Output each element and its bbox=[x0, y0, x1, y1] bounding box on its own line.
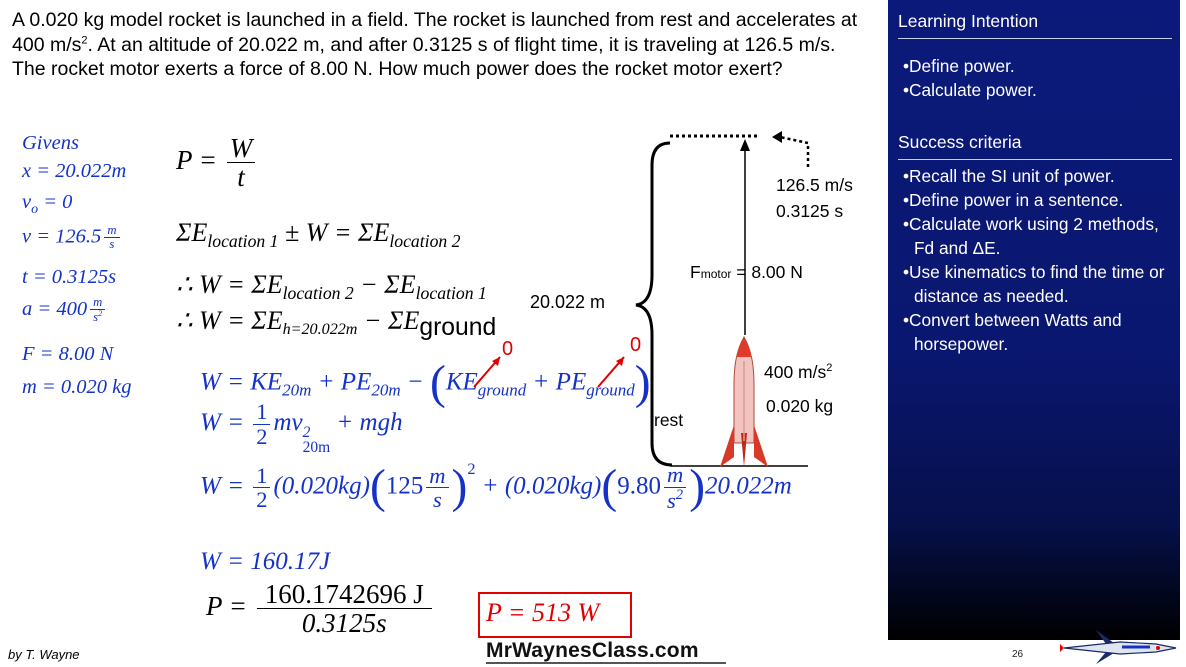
intention-item: •Calculate power. bbox=[903, 80, 1037, 100]
motor-force-arrowhead bbox=[740, 139, 750, 151]
final-velocity-label: 126.5 m/s bbox=[776, 175, 853, 195]
mass-label: 0.020 kg bbox=[766, 396, 834, 416]
given-a-unit-num: m bbox=[90, 296, 105, 310]
e3-sub-2: ground bbox=[419, 314, 497, 342]
problem-superscript: 2 bbox=[81, 34, 88, 46]
w1-pe-sub: 20m bbox=[371, 380, 401, 400]
given-v0-value: = 0 bbox=[38, 191, 73, 213]
w2-lhs: W = bbox=[200, 408, 251, 436]
acceleration-label bbox=[764, 362, 832, 383]
w2-half bbox=[253, 400, 270, 448]
w2-half-den: 2 bbox=[256, 423, 268, 449]
given-a-unit-den-base: s bbox=[93, 310, 99, 325]
given-v-value: v = 126.5 bbox=[22, 225, 102, 248]
w3-gravity-unit-num: m bbox=[664, 463, 686, 488]
w3-paren-open-2: ( bbox=[601, 461, 618, 514]
w3-velocity-unit bbox=[426, 464, 448, 512]
given-a bbox=[22, 296, 108, 325]
w3-paren-open-1: ( bbox=[369, 461, 386, 514]
page-number: 26 bbox=[1012, 649, 1024, 660]
given-v0-subscript: o bbox=[31, 201, 39, 217]
p2-fraction bbox=[257, 580, 432, 638]
given-v-unit-num: m bbox=[104, 224, 119, 238]
jet-logo-icon bbox=[1060, 628, 1180, 666]
w3-velocity-unit-den: s bbox=[433, 487, 442, 513]
power-lhs: P = bbox=[176, 145, 224, 176]
w3-paren-close-1: ) bbox=[451, 461, 468, 514]
given-x: x = 20.022m bbox=[22, 160, 127, 182]
w2-sup: 2 bbox=[302, 423, 311, 441]
force-subscript: motor bbox=[700, 267, 732, 281]
w2-half-num: 1 bbox=[253, 400, 270, 425]
w1-left-paren: ( bbox=[430, 357, 446, 409]
learning-intention-heading: Learning Intention bbox=[898, 11, 1039, 31]
given-v0-symbol: v bbox=[22, 191, 32, 213]
p2-den: 0.3125s bbox=[301, 608, 387, 639]
w1-minus: − bbox=[400, 368, 431, 396]
power-fraction bbox=[227, 134, 256, 192]
criteria-item: •Define power in a sentence. bbox=[903, 190, 1124, 210]
power-definition-equation bbox=[176, 134, 258, 192]
intention-item: •Define power. bbox=[903, 56, 1015, 76]
work-equation-locations bbox=[176, 270, 487, 304]
w1-ke-ground: KE bbox=[445, 368, 478, 396]
w1-pe-ground: + PE bbox=[526, 368, 587, 396]
e2-sub-2: location 1 bbox=[415, 283, 487, 304]
success-criteria-heading: Success criteria bbox=[898, 132, 1022, 152]
site-url[interactable]: MrWaynesClass.com bbox=[486, 639, 699, 662]
problem-text-1: A 0.020 kg model rocket is launched in a field. The rocket is launched from rest and accelerates at 400 m/s bbox=[12, 9, 858, 56]
energy-conservation-equation bbox=[176, 218, 461, 252]
force-symbol: F bbox=[690, 262, 701, 282]
p2-num: 160.1742696 J bbox=[257, 580, 432, 609]
w3-paren-close-2: ) bbox=[689, 461, 706, 514]
w3-gravity-unit-den-exp: 2 bbox=[675, 486, 684, 503]
acceleration-value: 400 m/s bbox=[764, 362, 827, 382]
e1-sub-2: location 2 bbox=[389, 231, 461, 252]
power-calculation-equation bbox=[206, 580, 435, 638]
given-t: t = 0.3125s bbox=[22, 266, 117, 288]
motor-force-label bbox=[690, 262, 803, 283]
w1-ke-sub: 20m bbox=[282, 380, 312, 400]
given-a-value: a = 400 bbox=[22, 298, 88, 320]
given-a-unit bbox=[90, 296, 105, 325]
w1-pe: + PE bbox=[311, 368, 372, 396]
w3-gravity-unit-den bbox=[664, 488, 686, 512]
e2-sub-1: location 2 bbox=[282, 283, 354, 304]
author-credit: by T. Wayne bbox=[8, 647, 80, 662]
w2-script bbox=[303, 425, 331, 456]
given-a-unit-den-exp: 2 bbox=[98, 309, 103, 319]
w3-height: 20.022m bbox=[705, 472, 792, 500]
pe-ground-zero: 0 bbox=[630, 334, 642, 356]
sidebar bbox=[888, 0, 1180, 640]
w2-mv: mv bbox=[273, 408, 303, 436]
e2-lhs: ∴ W = ΣE bbox=[176, 270, 283, 299]
e3-sub-1: h=20.022m bbox=[282, 320, 358, 338]
e3-mid: − ΣE bbox=[357, 306, 420, 335]
height-label: 20.022 m bbox=[530, 292, 606, 312]
given-a-unit-den bbox=[90, 310, 105, 324]
work-equation-height bbox=[176, 306, 496, 342]
final-time-label: 0.3125 s bbox=[776, 201, 844, 221]
e2-mid: − ΣE bbox=[353, 270, 416, 299]
criteria-item: •Convert between Watts and horsepower. bbox=[903, 310, 1122, 354]
criteria-item: •Use kinematics to find the time or distance as needed. bbox=[903, 262, 1165, 306]
w2-mgh: + mgh bbox=[330, 408, 403, 436]
w1-pe-ground-sub: ground bbox=[586, 380, 635, 400]
work-result: W = 160.17J bbox=[200, 548, 331, 575]
criteria-item: •Calculate work using 2 methods, Fd and ΔE. bbox=[903, 214, 1159, 258]
work-formula-equation bbox=[200, 400, 403, 456]
given-v-unit-den: s bbox=[109, 237, 115, 252]
final-state-labels bbox=[776, 172, 853, 224]
w1-ke: W = KE bbox=[200, 368, 283, 396]
w3-velocity: 125 bbox=[385, 472, 424, 500]
givens-title: Givens bbox=[22, 132, 79, 154]
given-v0 bbox=[22, 191, 72, 218]
acceleration-exp: 2 bbox=[826, 362, 833, 375]
learning-intention-list bbox=[898, 54, 1174, 102]
footer-divider bbox=[486, 662, 726, 664]
force-value: = 8.00 N bbox=[731, 262, 803, 282]
p2-lhs: P = bbox=[206, 591, 254, 622]
success-criteria-list bbox=[898, 164, 1174, 356]
rocket-icon bbox=[718, 333, 770, 473]
w3-half-num: 1 bbox=[253, 464, 270, 489]
given-m: m = 0.020 kg bbox=[22, 376, 132, 398]
w3-gravity-unit-den-base: s bbox=[667, 487, 676, 513]
trajectory-arrowhead bbox=[772, 131, 782, 143]
learning-intention-rule bbox=[898, 38, 1172, 39]
given-F: F = 8.00 N bbox=[22, 343, 114, 365]
e1-sub-1: location 1 bbox=[207, 231, 279, 252]
w3-half bbox=[253, 464, 270, 512]
w1-ke-ground-sub: ground bbox=[477, 380, 527, 400]
rest-label: rest bbox=[654, 410, 684, 430]
w3-mass-2: + (0.020kg) bbox=[475, 472, 602, 500]
power-fraction-num: W bbox=[227, 134, 256, 163]
w3-half-den: 2 bbox=[256, 487, 268, 513]
given-v-unit bbox=[104, 224, 119, 252]
e1-mid: ± W = ΣE bbox=[278, 218, 390, 247]
w3-gravity: 9.80 bbox=[617, 472, 661, 500]
w3-mass: (0.020kg) bbox=[273, 472, 370, 500]
problem-text-2: . At an altitude of 20.022 m, and after 0.3125 s of flight time, it is traveling at 126.5 m/s. The rocket motor exerts a force of 8.00 N. How much power does the rocket motor exert? bbox=[12, 33, 836, 80]
criteria-item: •Recall the SI unit of power. bbox=[903, 166, 1115, 186]
problem-statement bbox=[12, 8, 872, 82]
e1-sum-1: ΣE bbox=[176, 218, 208, 247]
w3-lhs: W = bbox=[200, 472, 251, 500]
answer-text: P = 513 W bbox=[486, 598, 600, 627]
w3-square: 2 bbox=[467, 460, 476, 478]
w1-right-paren: ) bbox=[634, 357, 651, 409]
success-criteria-rule bbox=[898, 159, 1172, 160]
trajectory-dotted-arrow bbox=[780, 137, 808, 167]
given-v bbox=[22, 224, 123, 252]
power-fraction-den: t bbox=[237, 162, 245, 193]
w3-velocity-unit-num: m bbox=[426, 464, 448, 489]
ke-ground-zero: 0 bbox=[502, 338, 514, 360]
w2-sub: 20m bbox=[302, 439, 331, 457]
e3-lhs: ∴ W = ΣE bbox=[176, 306, 283, 335]
